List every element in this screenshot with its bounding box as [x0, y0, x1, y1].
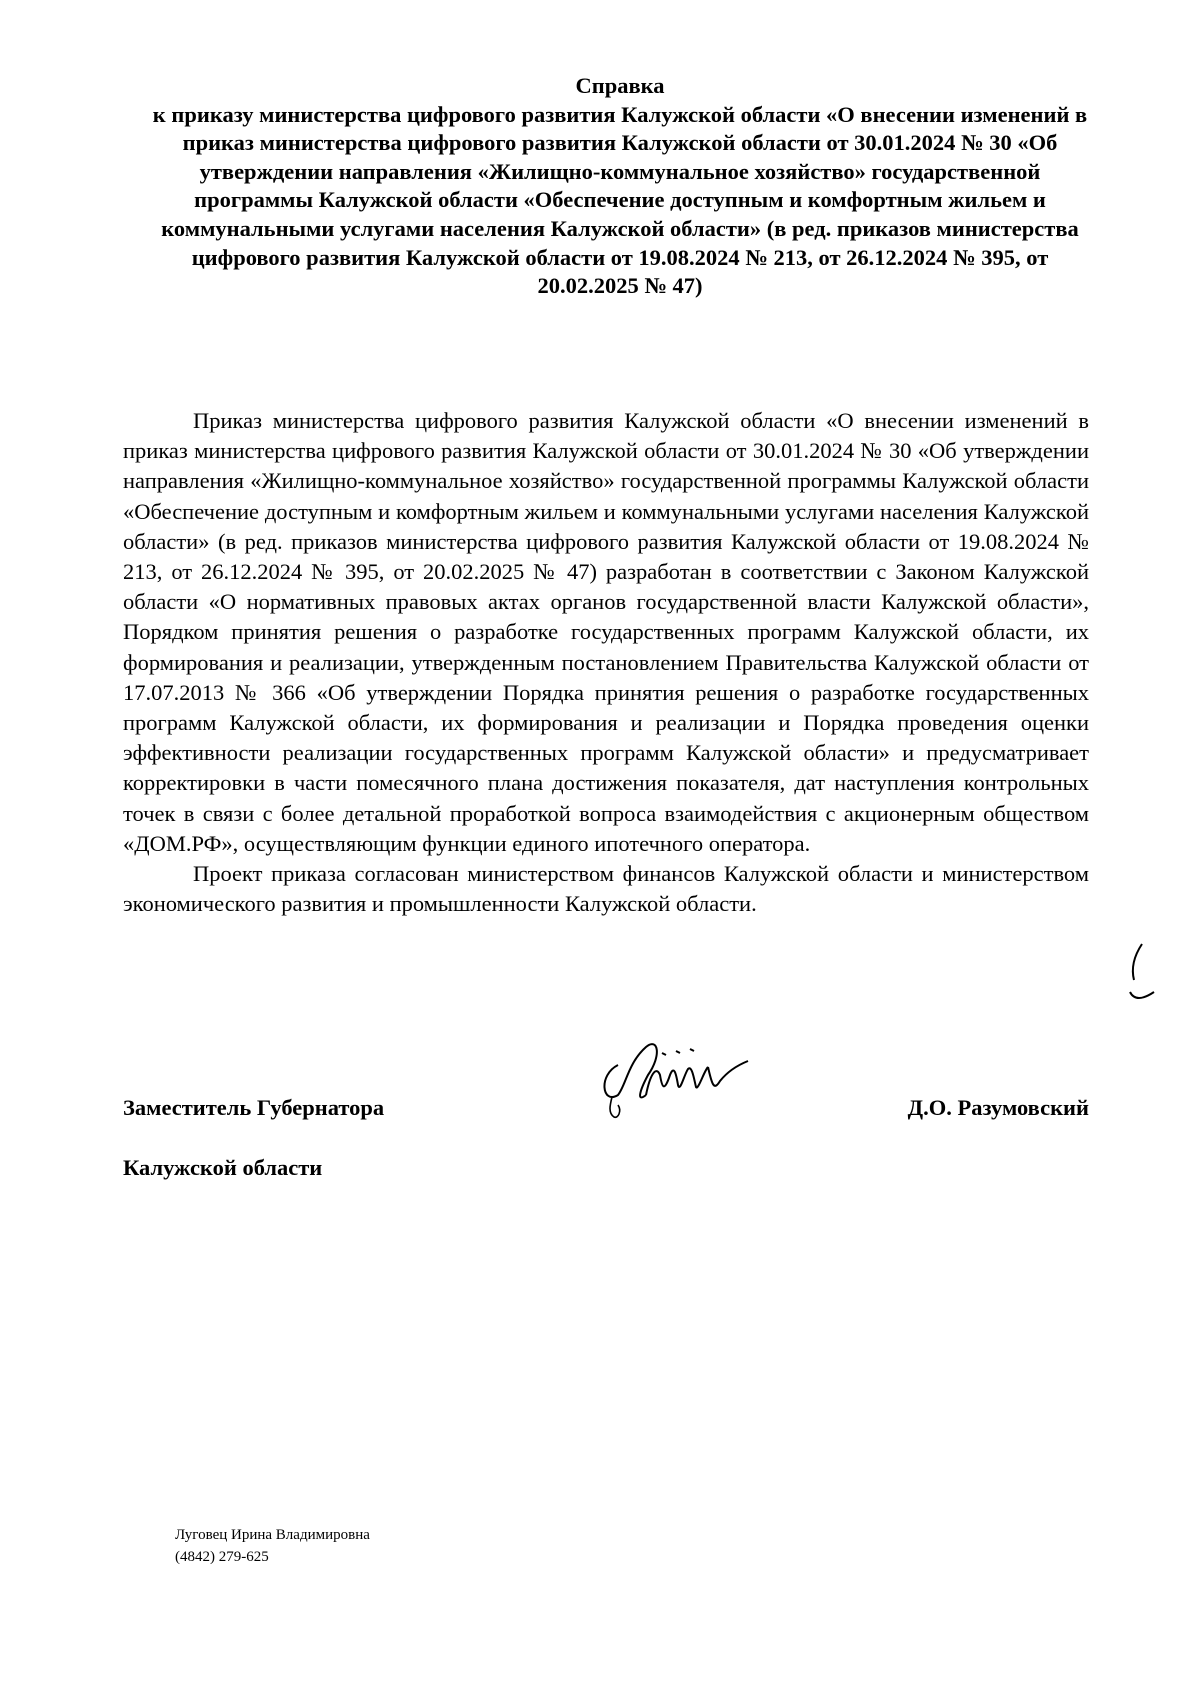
signature-block	[123, 1063, 1089, 1180]
signatory-position-line-1: Заместитель Губернатора	[123, 1095, 385, 1120]
contact-phone: (4842) 279-625	[175, 1549, 269, 1565]
document-heading: Справка	[575, 73, 665, 98]
body-paragraph-1: Приказ министерства цифрового развития Калужской области «О внесении изменений в приказ министерства цифрового развития Калужской области от 30.01.2024 № 30 «Об утверждении направления «Жилищно-коммунальное хозяйство» государственной программы Калужской области «Обеспечение доступным и комфортным жильем и коммунальными услугами населения Калужской области» (в ред. приказов министерства цифрового развития Калужской области от 19.08.2024 № 213, от 26.12.2024 № 395, от 20.02.2025 № 47) разработан в соответствии с Законом Калужской области «О нормативных правовых актах органов государственной власти Калужской области», Порядком принятия решения о разработке государственных программ Калужской области, их формирования и реализации, утвержденным постановлением Правительства Калужской области от 17.07.2013 № 366 «Об утверждении Порядка принятия решения о разработке государственных программ Калужской области, их формирования и реализации и Порядка проведения оценки эффективности реализации государственных программ Калужской области» и предусматривает корректировки в части помесячного плана достижения показателя, дат наступления контрольных точек в связи с более детальной проработкой вопроса взаимодействия с акционерным обществом «ДОМ.РФ», осуществляющим функции единого ипотечного оператора.	[123, 408, 1089, 856]
body-paragraph-2: Проект приказа согласован министерством финансов Калужской области и министерством экономического развития и промышленности Калужской области.	[123, 861, 1089, 917]
contact-block	[175, 1524, 370, 1568]
signatory-name: Д.О. Разумовский	[907, 1095, 1089, 1120]
signatory-position	[123, 1063, 384, 1183]
handwritten-signature	[588, 1035, 758, 1125]
document-body	[123, 406, 1089, 919]
margin-bracket-mark	[1128, 942, 1158, 1004]
document-subtitle: к приказу министерства цифрового развития Калужской области «О внесении изменений в приказ министерства цифрового развития Калужской области от 30.01.2024 № 30 «Об утверждении направления «Жилищно-коммунальное хозяйство» государственной программы Калужской области «Обеспечение доступным и комфортным жильем и коммунальными услугами населения Калужской области» (в ред. приказов министерства цифрового развития Калужской области от 19.08.2024 № 213, от 26.12.2024 № 395, от 20.02.2025 № 47)	[152, 101, 1088, 299]
contact-person: Луговец Ирина Владимировна	[175, 1527, 370, 1543]
document-title-block	[150, 72, 1090, 301]
signatory-position-line-2: Калужской области	[123, 1155, 323, 1180]
